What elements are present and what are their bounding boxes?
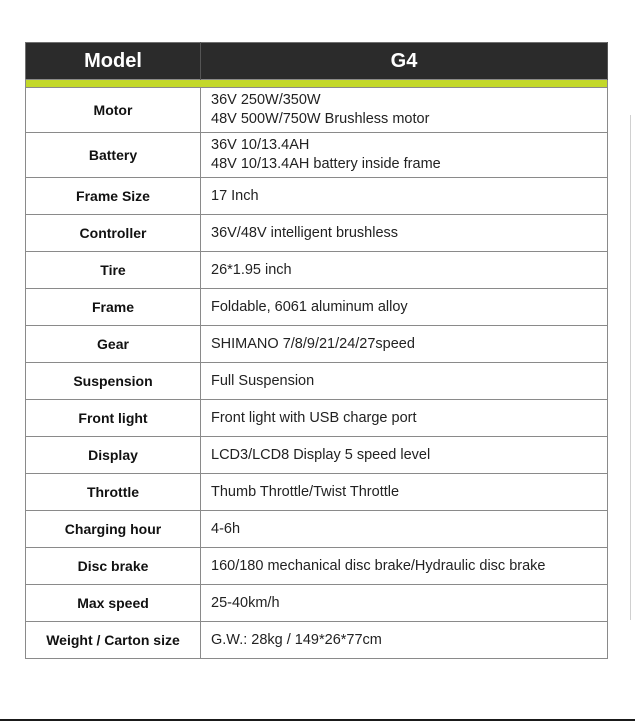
model-header-label: Model (26, 43, 201, 80)
spec-label: Motor (26, 88, 201, 133)
spec-label: Controller (26, 215, 201, 252)
spec-value: SHIMANO 7/8/9/21/24/27speed (201, 326, 608, 363)
spec-value: 25-40km/h (201, 585, 608, 622)
spec-row-frame (26, 289, 608, 326)
spec-value-line: 36V 10/13.4AH (211, 137, 310, 153)
accent-bar (26, 80, 608, 88)
spec-label: Suspension (26, 363, 201, 400)
spec-row-battery (26, 133, 608, 178)
accent-divider (26, 80, 608, 88)
spec-label: Frame Size (26, 178, 201, 215)
spec-value-line: 36V 250W/350W (211, 92, 321, 108)
spec-label: Charging hour (26, 511, 201, 548)
spec-row-front-light (26, 400, 608, 437)
spec-value: 17 Inch (201, 178, 608, 215)
spec-row-frame-size (26, 178, 608, 215)
spec-table (25, 42, 608, 659)
spec-row-disc-brake (26, 548, 608, 585)
spec-row-gear (26, 326, 608, 363)
spec-row-charging-hour (26, 511, 608, 548)
spec-label: Throttle (26, 474, 201, 511)
spec-value: G.W.: 28kg / 149*26*77cm (201, 622, 608, 659)
spec-label: Tire (26, 252, 201, 289)
spec-value: Foldable, 6061 aluminum alloy (201, 289, 608, 326)
spec-value: 160/180 mechanical disc brake/Hydraulic disc brake (201, 548, 608, 585)
spec-row-display (26, 437, 608, 474)
spec-value (201, 133, 608, 178)
spec-value-line: 48V 10/13.4AH battery inside frame (211, 156, 441, 172)
spec-value-line: 48V 500W/750W Brushless motor (211, 111, 430, 127)
spec-label: Disc brake (26, 548, 201, 585)
spec-row-throttle (26, 474, 608, 511)
spec-value: 36V/48V intelligent brushless (201, 215, 608, 252)
spec-value: Thumb Throttle/Twist Throttle (201, 474, 608, 511)
spec-label: Front light (26, 400, 201, 437)
spec-value: 4-6h (201, 511, 608, 548)
spec-label: Battery (26, 133, 201, 178)
spec-value: LCD3/LCD8 Display 5 speed level (201, 437, 608, 474)
page-edge-divider (630, 115, 631, 620)
spec-label: Display (26, 437, 201, 474)
spec-row-suspension (26, 363, 608, 400)
spec-value: Front light with USB charge port (201, 400, 608, 437)
header-row (26, 43, 608, 80)
model-header-value: G4 (201, 43, 608, 80)
spec-value (201, 88, 608, 133)
spec-row-tire (26, 252, 608, 289)
spec-label: Frame (26, 289, 201, 326)
spec-value: Full Suspension (201, 363, 608, 400)
spec-row-controller (26, 215, 608, 252)
spec-label: Weight / Carton size (26, 622, 201, 659)
spec-row-motor (26, 88, 608, 133)
spec-label: Gear (26, 326, 201, 363)
spec-value: 26*1.95 inch (201, 252, 608, 289)
spec-row-max-speed (26, 585, 608, 622)
spec-row-weight-carton (26, 622, 608, 659)
spec-label: Max speed (26, 585, 201, 622)
